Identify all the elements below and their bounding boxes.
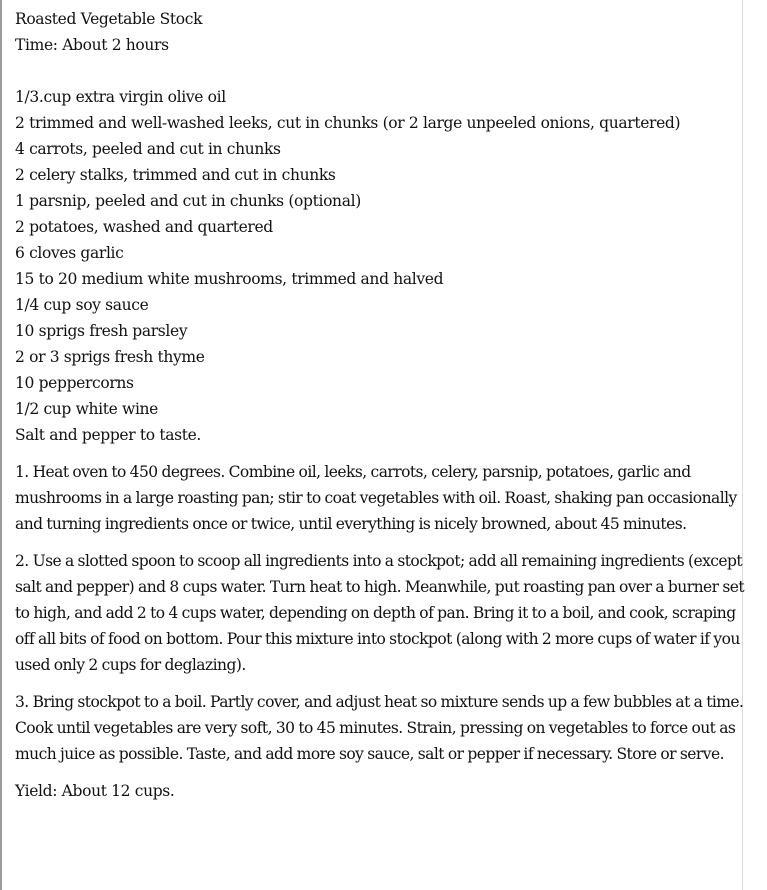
ingredient-item: 10 peppercorns [15, 374, 134, 392]
ingredient-list [15, 84, 742, 448]
recipe-yield: Yield: About 12 cups. [15, 782, 175, 800]
spacer [15, 58, 742, 84]
instruction-step-2: 2. Use a slotted spoon to scoop all ingredients into a stockpot; add all remaining ingredients (except salt and pepper) and 8 cups water. Turn heat to high. Meanwhile, put roasting pan over a burner set to high, and add 2 to 4 cups water, depending on depth of pan. Bring it to a boil, and cook, scraping off all bits of food on bottom. Pour this mixture into stockpot (along with 2 more cups of water if you used only 2 cups for deglazing). [15, 552, 745, 674]
instruction-step-3: 3. Bring stockpot to a boil. Partly cover, and adjust heat so mixture sends up a few bubbles at a time. Cook until vegetables are very soft, 30 to 45 minutes. Strain, pressing on vegetables to force out as much juice as possible. Taste, and add more soy sauce, salt or pepper if necessary. Store or serve. [15, 693, 744, 763]
ingredient-item: 4 carrots, peeled and cut in chunks [15, 140, 281, 158]
ingredient-item: 2 potatoes, washed and quartered [15, 218, 273, 236]
ingredient-item: 2 or 3 sprigs fresh thyme [15, 348, 205, 366]
ingredient-item: 1/2 cup white wine [15, 400, 159, 418]
ingredient-item: 10 sprigs fresh parsley [15, 322, 188, 340]
ingredient-item: 1/3.cup extra virgin olive oil [15, 88, 226, 106]
instruction-step-1: 1. Heat oven to 450 degrees. Combine oil, leeks, carrots, celery, parsnip, potatoes, garlic and mushrooms in a large roasting pan; stir to coat vegetables with oil. Roast, shaking pan occasionally and turning ingredients once or twice, until everything is nicely browned, about 45 minutes. [15, 463, 737, 533]
recipe-title: Roasted Vegetable Stock [15, 10, 203, 28]
ingredient-item: 6 cloves garlic [15, 244, 124, 262]
ingredient-item: 1/4 cup soy sauce [15, 296, 149, 314]
ingredient-item: 15 to 20 medium white mushrooms, trimmed and halved [15, 270, 444, 288]
ingredient-item: Salt and pepper to taste. [15, 426, 201, 444]
ingredient-item: 1 parsnip, peeled and cut in chunks (optional) [15, 192, 361, 210]
recipe-time: Time: About 2 hours [15, 36, 169, 54]
ingredient-item: 2 trimmed and well-washed leeks, cut in chunks (or 2 large unpeeled onions, quartered) [15, 114, 681, 132]
ingredient-item: 2 celery stalks, trimmed and cut in chunks [15, 166, 336, 184]
